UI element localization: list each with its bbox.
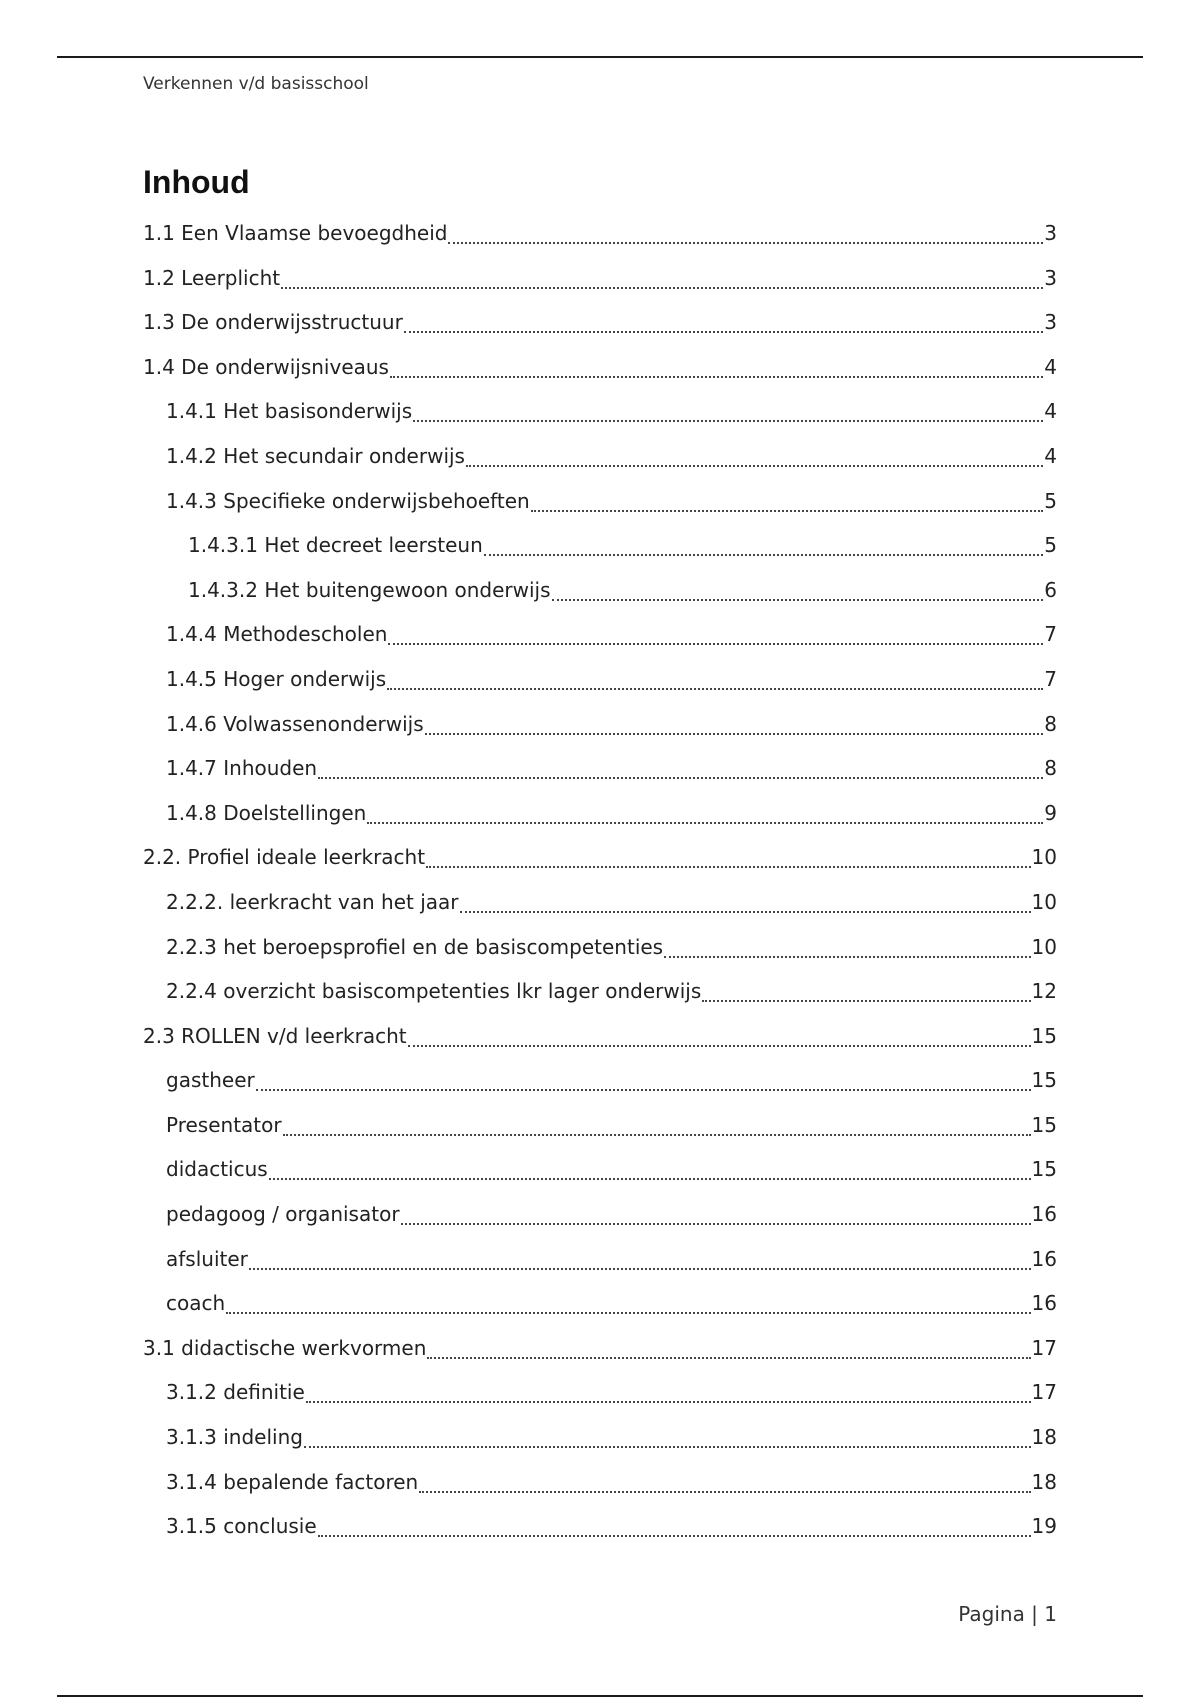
toc-entry[interactable] xyxy=(143,711,1057,756)
dot-leader xyxy=(419,1469,1030,1493)
dot-leader xyxy=(425,711,1044,735)
toc-entry-label: 1.4.8 Doelstellingen xyxy=(166,800,367,825)
toc-entry-page: 6 xyxy=(1044,577,1057,602)
dot-leader xyxy=(390,354,1043,378)
toc-entry[interactable] xyxy=(143,1513,1057,1558)
toc-entry[interactable] xyxy=(143,220,1057,265)
toc-entry[interactable] xyxy=(143,1112,1057,1157)
toc-entry-label: 1.4.1 Het basisonderwijs xyxy=(166,399,413,424)
toc-entry-page: 3 xyxy=(1044,265,1057,290)
toc-entry-page: 5 xyxy=(1044,488,1057,513)
toc-entry-label: 2.2.2. leerkracht van het jaar xyxy=(166,889,459,914)
toc-entry-label: 1.4.6 Volwassenonderwijs xyxy=(166,711,424,736)
toc-entry[interactable] xyxy=(143,800,1057,845)
toc-entry[interactable] xyxy=(143,1424,1057,1469)
toc-title: Inhoud xyxy=(143,164,250,200)
dot-leader xyxy=(249,1246,1031,1270)
toc-entry-page: 16 xyxy=(1031,1246,1057,1271)
toc-entry-page: 17 xyxy=(1031,1335,1057,1360)
toc-entry[interactable] xyxy=(143,354,1057,399)
toc-entry-page: 4 xyxy=(1044,399,1057,424)
dot-leader xyxy=(404,309,1043,333)
toc-entry-label: gastheer xyxy=(166,1068,255,1093)
dot-leader xyxy=(367,800,1043,824)
toc-entry-label: 1.4.3 Specifieke onderwijsbehoeften xyxy=(166,488,530,513)
toc-entry-label: 1.2 Leerplicht xyxy=(143,265,281,290)
toc-entry[interactable] xyxy=(143,443,1057,488)
toc-entry[interactable] xyxy=(143,1246,1057,1291)
toc-entry-label: 3.1 didactische werkvormen xyxy=(143,1335,427,1360)
toc-entry-page: 16 xyxy=(1031,1202,1057,1227)
toc-entry-label: 3.1.3 indeling xyxy=(166,1425,303,1450)
toc-entry[interactable] xyxy=(143,1201,1057,1246)
toc-entry-label: 1.4.3.2 Het buitengewoon onderwijs xyxy=(188,577,551,602)
footer-rule xyxy=(57,1695,1143,1697)
page-number: Pagina | 1 xyxy=(958,1602,1057,1626)
toc-entry-label: 3.1.4 bepalende factoren xyxy=(166,1469,419,1494)
toc-entry-page: 19 xyxy=(1031,1514,1057,1539)
toc-entry-page: 15 xyxy=(1031,1068,1057,1093)
dot-leader xyxy=(448,220,1043,244)
toc-entry-page: 7 xyxy=(1044,666,1057,691)
toc-entry-label: pedagoog / organisator xyxy=(166,1202,400,1227)
dot-leader xyxy=(460,889,1031,913)
toc-entry[interactable] xyxy=(143,1335,1057,1380)
toc-entry-label: 2.2.3 het beroepsprofiel en de basiscompetenties xyxy=(166,934,664,959)
dot-leader xyxy=(408,1023,1031,1047)
toc-entry-page: 12 xyxy=(1031,979,1057,1004)
toc-entry-label: 2.2.4 overzicht basiscompetenties lkr lager onderwijs xyxy=(166,979,702,1004)
toc-entry-page: 10 xyxy=(1031,889,1057,914)
dot-leader xyxy=(552,577,1044,601)
toc-entry-label: 1.4.5 Hoger onderwijs xyxy=(166,666,387,691)
dot-leader xyxy=(226,1290,1030,1314)
toc-entry-page: 17 xyxy=(1031,1380,1057,1405)
toc-entry[interactable] xyxy=(143,889,1057,934)
toc-entry-page: 15 xyxy=(1031,1112,1057,1137)
toc-entry[interactable] xyxy=(143,755,1057,800)
dot-leader xyxy=(664,934,1030,958)
toc-entry-label: 2.3 ROLLEN v/d leerkracht xyxy=(143,1023,407,1048)
toc-entry-page: 5 xyxy=(1044,533,1057,558)
dot-leader xyxy=(401,1201,1031,1225)
dot-leader xyxy=(484,532,1044,556)
toc-entry-label: 1.4.3.1 Het decreet leersteun xyxy=(188,533,483,558)
toc-entry-label: coach xyxy=(166,1291,226,1316)
toc-entry-page: 10 xyxy=(1031,934,1057,959)
toc-entry-page: 8 xyxy=(1044,711,1057,736)
toc-entry-label: didacticus xyxy=(166,1157,268,1182)
toc-entry-page: 3 xyxy=(1044,310,1057,335)
toc-entry-page: 4 xyxy=(1044,354,1057,379)
dot-leader xyxy=(426,844,1030,868)
dot-leader xyxy=(318,755,1043,779)
toc-entry-label: 3.1.5 conclusie xyxy=(166,1514,317,1539)
dot-leader xyxy=(318,1513,1031,1537)
toc-entry[interactable] xyxy=(143,978,1057,1023)
toc-entry[interactable] xyxy=(143,844,1057,889)
toc-entry[interactable] xyxy=(143,666,1057,711)
toc-entry[interactable] xyxy=(143,1023,1057,1068)
dot-leader xyxy=(269,1156,1031,1180)
header-rule xyxy=(57,56,1143,58)
toc-entry-label: 1.4.4 Methodescholen xyxy=(166,622,388,647)
toc-entry-page: 4 xyxy=(1044,443,1057,468)
toc-entry[interactable] xyxy=(143,532,1057,577)
toc-entry[interactable] xyxy=(143,309,1057,354)
toc-entry-page: 10 xyxy=(1031,845,1057,870)
toc-entry[interactable] xyxy=(143,1067,1057,1112)
toc-entry[interactable] xyxy=(143,1469,1057,1514)
toc-entry-page: 18 xyxy=(1031,1469,1057,1494)
toc-entry[interactable] xyxy=(143,1379,1057,1424)
toc-entry-page: 7 xyxy=(1044,622,1057,647)
toc-entry[interactable] xyxy=(143,1290,1057,1335)
toc-entry-page: 16 xyxy=(1031,1291,1057,1316)
dot-leader xyxy=(256,1067,1031,1091)
dot-leader xyxy=(283,1112,1031,1136)
dot-leader xyxy=(702,978,1030,1002)
dot-leader xyxy=(413,398,1043,422)
dot-leader xyxy=(304,1424,1031,1448)
dot-leader xyxy=(427,1335,1030,1359)
toc-entry-label: 1.4.7 Inhouden xyxy=(166,756,318,781)
toc-entry[interactable] xyxy=(143,398,1057,443)
dot-leader xyxy=(531,488,1044,512)
dot-leader xyxy=(466,443,1043,467)
toc-entry-page: 15 xyxy=(1031,1023,1057,1048)
running-header: Verkennen v/d basisschool xyxy=(143,74,369,94)
dot-leader xyxy=(281,265,1043,289)
dot-leader xyxy=(306,1379,1031,1403)
toc-entry-label: 3.1.2 definitie xyxy=(166,1380,305,1405)
toc-entry-page: 8 xyxy=(1044,756,1057,781)
dot-leader xyxy=(387,666,1043,690)
toc-entry-label: 1.3 De onderwijsstructuur xyxy=(143,310,403,335)
toc-entry[interactable] xyxy=(143,621,1057,666)
toc-entry[interactable] xyxy=(143,265,1057,310)
toc-entry-page: 3 xyxy=(1044,221,1057,245)
toc-entry[interactable] xyxy=(143,488,1057,533)
toc-entry-label: 1.4.2 Het secundair onderwijs xyxy=(166,443,465,468)
toc-entry[interactable] xyxy=(143,577,1057,622)
toc-entry-page: 15 xyxy=(1031,1157,1057,1182)
toc-entry-page: 9 xyxy=(1044,800,1057,825)
toc-entry-label: 1.1 Een Vlaamse bevoegdheid xyxy=(143,221,448,245)
toc-entry-label: 2.2. Profiel ideale leerkracht xyxy=(143,845,426,870)
toc-entry-label: 1.4 De onderwijsniveaus xyxy=(143,354,389,379)
toc-entry-page: 18 xyxy=(1031,1425,1057,1450)
dot-leader xyxy=(388,621,1043,645)
toc-entry[interactable] xyxy=(143,934,1057,979)
toc-entry-label: afsluiter xyxy=(166,1246,248,1271)
toc-entry[interactable] xyxy=(143,1156,1057,1201)
toc-entry-label: Presentator xyxy=(166,1112,282,1137)
table-of-contents xyxy=(143,220,1057,1558)
